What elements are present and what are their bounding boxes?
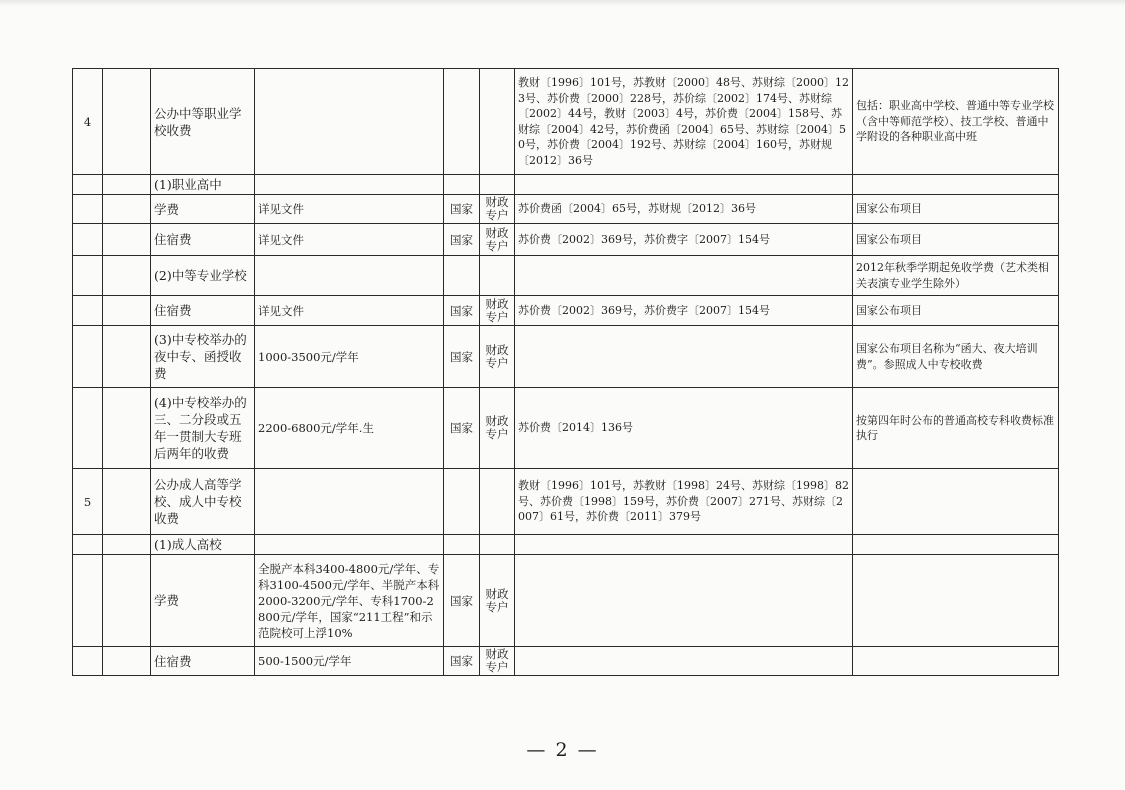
- fee-item-name: (1)职业高中: [151, 175, 255, 195]
- remarks: [853, 469, 1059, 535]
- remarks: 包括：职业高中学校、普通中等专业学校（含中等师范学校）、技工学校、普通中学附设的各种职业高中班: [853, 69, 1059, 175]
- row-number: 4: [73, 69, 103, 175]
- table-row: [73, 256, 1059, 296]
- fee-standard: [255, 535, 444, 555]
- remarks: 国家公布项目名称为“函大、夜大培训费”。参照成人中专校收费: [853, 326, 1059, 388]
- row-number: [73, 175, 103, 195]
- policy-basis: [515, 326, 853, 388]
- table-row: [73, 224, 1059, 256]
- approval-authority: 国家: [444, 195, 480, 224]
- fund-management: [480, 175, 515, 195]
- remarks: [853, 175, 1059, 195]
- table-body: [73, 69, 1059, 676]
- fee-item-name: 住宿费: [151, 647, 255, 676]
- table-row: [73, 195, 1059, 224]
- fee-item-name: 住宿费: [151, 296, 255, 326]
- approval-authority: 国家: [444, 388, 480, 469]
- approval-authority: [444, 69, 480, 175]
- approval-authority: [444, 535, 480, 555]
- fee-item-name: (3)中专校举办的夜中专、函授收费: [151, 326, 255, 388]
- remarks: 国家公布项目: [853, 296, 1059, 326]
- blank-cell: [103, 535, 151, 555]
- fee-item-name: 住宿费: [151, 224, 255, 256]
- blank-cell: [103, 647, 151, 676]
- fee-table: [72, 68, 1059, 676]
- row-number: [73, 256, 103, 296]
- fund-management: 财政专户: [480, 296, 515, 326]
- remarks: 按第四年时公布的普通高校专科收费标准执行: [853, 388, 1059, 469]
- remarks: 国家公布项目: [853, 224, 1059, 256]
- fee-standard: [255, 175, 444, 195]
- row-number: [73, 535, 103, 555]
- fund-management: 财政专户: [480, 195, 515, 224]
- scan-edge: [0, 0, 1125, 6]
- fund-management: 财政专户: [480, 224, 515, 256]
- table-row: [73, 388, 1059, 469]
- table-row: [73, 647, 1059, 676]
- remarks: 国家公布项目: [853, 195, 1059, 224]
- blank-cell: [103, 175, 151, 195]
- fee-item-name: (2)中等专业学校: [151, 256, 255, 296]
- blank-cell: [103, 555, 151, 647]
- remarks: [853, 535, 1059, 555]
- table-row: [73, 296, 1059, 326]
- blank-cell: [103, 256, 151, 296]
- table-row: [73, 469, 1059, 535]
- approval-authority: [444, 175, 480, 195]
- fee-standard: 详见文件: [255, 224, 444, 256]
- table-row: [73, 326, 1059, 388]
- fee-item-name: 公办成人高等学校、成人中专校收费: [151, 469, 255, 535]
- table-row: [73, 555, 1059, 647]
- row-number: [73, 195, 103, 224]
- fee-standard: 详见文件: [255, 195, 444, 224]
- policy-basis: [515, 256, 853, 296]
- table-row: [73, 175, 1059, 195]
- blank-cell: [103, 296, 151, 326]
- fee-item-name: 学费: [151, 555, 255, 647]
- policy-basis: 苏价费〔2002〕369号，苏价费字〔2007〕154号: [515, 224, 853, 256]
- remarks: 2012年秋季学期起免收学费（艺术类相关表演专业学生除外）: [853, 256, 1059, 296]
- remarks: [853, 555, 1059, 647]
- blank-cell: [103, 469, 151, 535]
- fee-item-name: (4)中专校举办的三、二分段或五年一贯制大专班后两年的收费: [151, 388, 255, 469]
- fee-standard: [255, 256, 444, 296]
- policy-basis: 苏价费函〔2004〕65号，苏财规〔2012〕36号: [515, 195, 853, 224]
- table-row: [73, 535, 1059, 555]
- policy-basis: 苏价费〔2002〕369号，苏价费字〔2007〕154号: [515, 296, 853, 326]
- fee-standard: 500-1500元/学年: [255, 647, 444, 676]
- approval-authority: 国家: [444, 224, 480, 256]
- blank-cell: [103, 326, 151, 388]
- table-row: [73, 69, 1059, 175]
- fund-management: [480, 256, 515, 296]
- row-number: [73, 555, 103, 647]
- approval-authority: 国家: [444, 296, 480, 326]
- fee-item-name: (1)成人高校: [151, 535, 255, 555]
- blank-cell: [103, 195, 151, 224]
- policy-basis: [515, 647, 853, 676]
- fee-standard: 详见文件: [255, 296, 444, 326]
- fund-management: 财政专户: [480, 647, 515, 676]
- fee-item-name: 公办中等职业学校收费: [151, 69, 255, 175]
- row-number: [73, 326, 103, 388]
- policy-basis: 苏价费〔2014〕136号: [515, 388, 853, 469]
- fund-management: [480, 469, 515, 535]
- blank-cell: [103, 224, 151, 256]
- policy-basis: [515, 535, 853, 555]
- blank-cell: [103, 69, 151, 175]
- fund-management: [480, 69, 515, 175]
- approval-authority: 国家: [444, 555, 480, 647]
- policy-basis: 教财〔1996〕101号，苏教财〔2000〕48号、苏财综〔2000〕123号、苏价费〔2000〕228号，苏价综〔2002〕174号、苏财综〔2002〕44号，教财〔2003〕4号，苏价费〔2004〕158号、苏财综〔2004〕42号，苏价费函〔2004〕65号、苏财综〔2004〕50号，苏价费〔2004〕192号、苏财综〔2004〕160号，苏财规〔2012〕36号: [515, 69, 853, 175]
- fund-management: [480, 535, 515, 555]
- policy-basis: 教财〔1996〕101号，苏教财〔1998〕24号、苏财综〔1998〕82号、苏价费〔1998〕159号，苏价费〔2007〕271号、苏财综〔2007〕61号，苏价费〔2011〕379号: [515, 469, 853, 535]
- row-number: [73, 224, 103, 256]
- fee-standard: [255, 469, 444, 535]
- approval-authority: 国家: [444, 647, 480, 676]
- fund-management: 财政专户: [480, 388, 515, 469]
- fee-standard: [255, 69, 444, 175]
- approval-authority: 国家: [444, 326, 480, 388]
- approval-authority: [444, 469, 480, 535]
- remarks: [853, 647, 1059, 676]
- fee-standard: 1000-3500元/学年: [255, 326, 444, 388]
- page-number: — 2 —: [526, 739, 599, 761]
- policy-basis: [515, 175, 853, 195]
- row-number: 5: [73, 469, 103, 535]
- row-number: [73, 647, 103, 676]
- fund-management: 财政专户: [480, 326, 515, 388]
- approval-authority: [444, 256, 480, 296]
- row-number: [73, 388, 103, 469]
- policy-basis: [515, 555, 853, 647]
- row-number: [73, 296, 103, 326]
- fee-standard: 2200-6800元/学年.生: [255, 388, 444, 469]
- fund-management: 财政专户: [480, 555, 515, 647]
- fee-item-name: 学费: [151, 195, 255, 224]
- fee-standard: 全脱产本科3400-4800元/学年、专科3100-4500元/学年、半脱产本科2000-3200元/学年、专科1700-2800元/学年，国家“211工程”和示范院校可上浮10%: [255, 555, 444, 647]
- blank-cell: [103, 388, 151, 469]
